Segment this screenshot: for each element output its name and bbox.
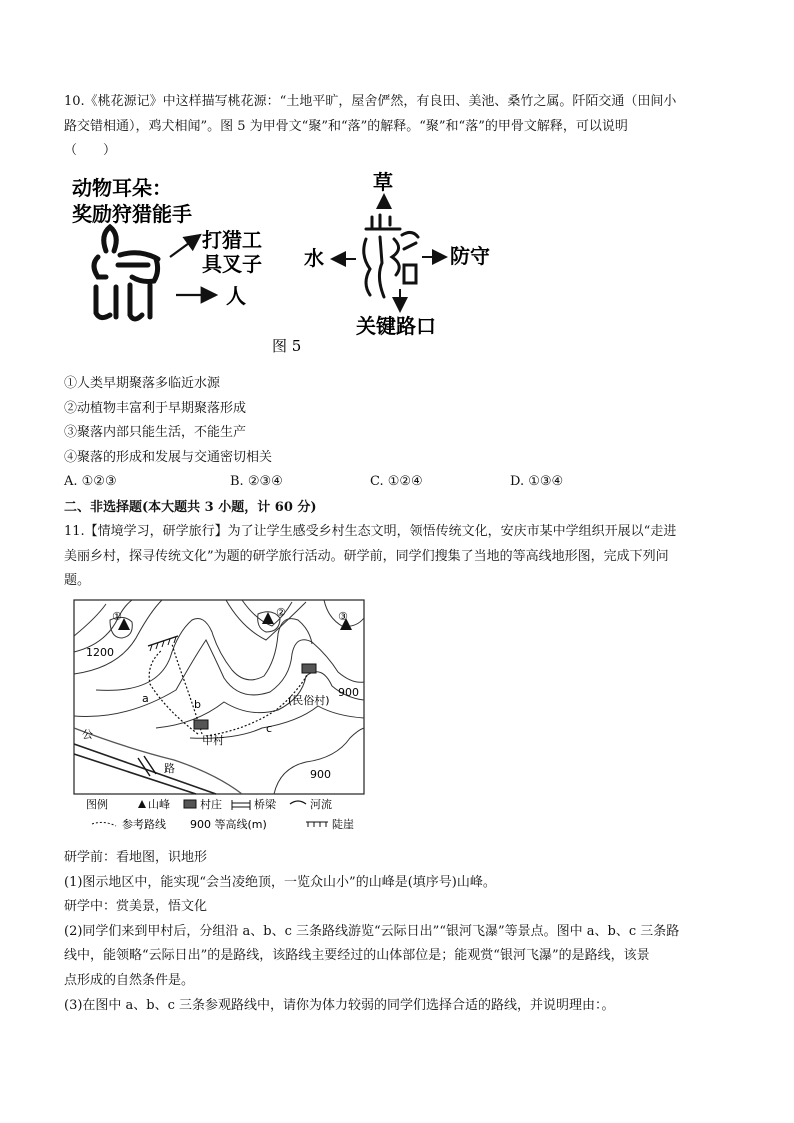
right-top-label: 草	[373, 170, 393, 194]
legend-cliff-icon	[306, 822, 328, 827]
legend-route-icon	[92, 822, 116, 826]
q11-part-3: (3)在图中 a、b、c 三条参观路线中，请你为体力较弱的同学们选择合适的路线，并说明理由：。	[64, 998, 615, 1013]
route-a-label: a	[142, 692, 149, 705]
peak-1-label: ①	[112, 610, 122, 623]
route-c-label: c	[266, 722, 273, 735]
road-label-2: 路	[164, 762, 175, 775]
q11-part-1: (1)图示地区中，能实现“会当凌绝顶，一览众山小”的山峰是(填序号)山峰。	[64, 875, 496, 890]
legend-cliff: 陡崖	[332, 818, 354, 831]
q10-line-1: 10.《桃花源记》中这样描写桃花源：“土地平旷，屋舍俨然，有良田、美池、桑竹之属。阡陌交通（田间小	[64, 94, 677, 109]
legend-route: 参考路线	[122, 818, 166, 831]
legend-village: 村庄	[200, 798, 222, 811]
figure-5	[60, 165, 540, 365]
statement-4: ④聚落的形成和发展与交通密切相关	[64, 450, 273, 465]
statement-3: ③聚落内部只能生活，不能生产	[64, 425, 247, 440]
q10-line-2: 路交错相通），鸡犬相闻”。图 5 为甲骨文“聚”和“落”的解释。“聚”和“落”的甲骨文解释，可以说明	[64, 119, 628, 134]
village-min-icon	[302, 664, 316, 673]
left-title-1: 动物耳朵：	[72, 176, 172, 200]
legend-village-icon	[184, 800, 196, 808]
q11-part-2-line-1: (2)同学们来到甲村后，分组沿 a、b、c 三条路线游览“云际日出”“银河飞瀑”等景点。图中 a、b、c 三条路	[64, 924, 680, 939]
contour-label-900-a: 900	[338, 686, 359, 699]
legend-contour: 900 等高线(m)	[190, 818, 267, 831]
road-label-1: 公	[82, 728, 93, 741]
option-b: B. ②③④	[230, 474, 283, 489]
section-heading: 二、非选择题(本大题共 3 小题，计 60 分)	[64, 500, 317, 515]
contour-map	[66, 598, 368, 834]
village-jia-icon	[194, 720, 208, 729]
q11-intro-1: 11.【情境学习，研学旅行】为了让学生感受乡村生态文明，领悟传统文化，安庆市某中学组织开展以“走进	[64, 524, 677, 539]
legend-river-icon	[290, 801, 306, 804]
left-arrow1-line1: 打猎工	[202, 228, 262, 252]
legend-peak: 山峰	[148, 798, 170, 811]
right-right-label: 防守	[450, 244, 490, 268]
right-left-label: 水	[304, 246, 324, 270]
contour-label-900-b: 900	[310, 768, 331, 781]
village-jia-label: 甲村	[202, 734, 224, 747]
oracle-glyph-luo	[364, 215, 418, 297]
oracle-glyph-ju	[94, 227, 158, 319]
left-arrow1-line2: 具叉子	[202, 252, 262, 276]
q11-mid: 研学中：赏美景，悟文化	[64, 899, 208, 914]
statement-1: ①人类早期聚落多临近水源	[64, 376, 221, 391]
legend-peak-icon	[138, 800, 146, 808]
option-a: A. ①②③	[64, 474, 117, 489]
q11-pre: 研学前：看地图，识地形	[64, 850, 208, 865]
q11-intro-2: 美丽乡村，探寻传统文化”为题的研学旅行活动。研学前，同学们搜集了当地的等高线地形图，完成下列问	[64, 549, 669, 564]
figure-caption: 图 5	[272, 337, 302, 355]
option-d: D. ①③④	[510, 474, 564, 489]
q11-part-2-line-3: 点形成的自然条件是。	[64, 973, 195, 988]
q11-intro-3: 题。	[64, 573, 91, 588]
q10-line-3: （ ）	[64, 143, 117, 158]
legend-bridge-icon	[232, 800, 250, 810]
legend-river: 河流	[310, 798, 332, 811]
village-min-label: (民俗村)	[288, 694, 330, 707]
legend-title: 图例	[86, 798, 108, 811]
q11-part-2-line-2: 线中，能领略“云际日出”的是路线，该路线主要经过的山体部位是；能观赏“银河飞瀑”的是路线，该景	[64, 948, 650, 963]
contour-label-1200: 1200	[86, 646, 114, 659]
route-b-label: b	[194, 698, 201, 711]
right-bottom-label: 关键路口	[356, 314, 436, 338]
left-arrow2-label: 人	[226, 284, 246, 308]
left-title-2: 奖励狩猎能手	[72, 202, 192, 226]
statement-2: ②动植物丰富利于早期聚落形成	[64, 401, 247, 416]
peak-3-label: ③	[338, 610, 348, 623]
peak-2-label: ②	[276, 606, 286, 619]
option-c: C. ①②④	[370, 474, 423, 489]
legend-bridge: 桥梁	[254, 798, 276, 811]
